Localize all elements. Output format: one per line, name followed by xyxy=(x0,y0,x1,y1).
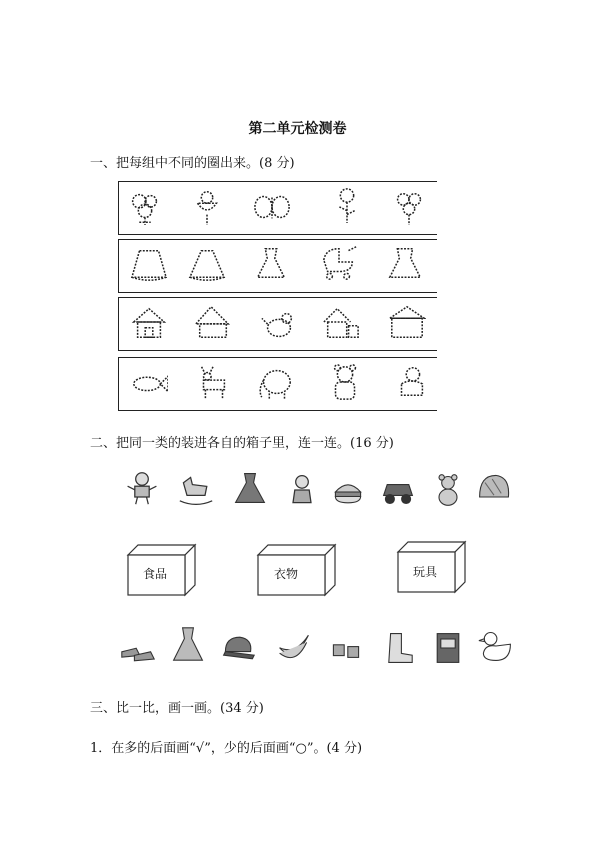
deer-icon[interactable] xyxy=(194,362,232,402)
flower-icon[interactable] xyxy=(328,185,366,225)
skirt-icon[interactable] xyxy=(188,244,226,284)
rocking-horse-icon[interactable] xyxy=(178,472,214,508)
house-icon[interactable] xyxy=(388,302,426,342)
house-icon[interactable] xyxy=(322,302,360,342)
fish-icon[interactable] xyxy=(130,362,168,402)
boot-icon[interactable] xyxy=(378,630,414,666)
page-title: 第二单元检测卷 xyxy=(248,121,347,137)
cap-icon[interactable] xyxy=(220,630,256,666)
teddy-bear-icon[interactable] xyxy=(430,472,466,508)
dress-icon[interactable] xyxy=(170,626,206,662)
stroller-icon[interactable] xyxy=(320,242,358,282)
bird-icon[interactable] xyxy=(260,306,298,346)
question-2: 二、把同一类的装进各自的箱子里，连一连。(16 分) xyxy=(90,436,394,451)
question-1: 一、把每组中不同的圈出来。(8 分) xyxy=(90,156,295,171)
dress-icon[interactable] xyxy=(386,244,424,284)
bread-icon[interactable] xyxy=(476,470,512,506)
butterfly-icon[interactable] xyxy=(253,187,291,227)
duck-toy-icon[interactable] xyxy=(478,628,514,664)
burger-icon[interactable] xyxy=(330,474,366,510)
box-label-toys: 玩具 xyxy=(412,565,437,579)
candy-icon[interactable] xyxy=(328,634,364,670)
dog-icon[interactable] xyxy=(392,362,430,402)
question-3: 三、比一比，画一画。(34 分) xyxy=(90,701,264,716)
toy-car-icon[interactable] xyxy=(380,472,416,508)
elephant-icon[interactable] xyxy=(256,362,294,402)
box-label-clothing: 衣物 xyxy=(273,567,298,581)
flower-icon[interactable] xyxy=(188,187,226,227)
house-icon[interactable] xyxy=(130,302,168,342)
house-icon[interactable] xyxy=(194,302,232,342)
snack-box-icon[interactable] xyxy=(430,630,466,666)
question-3-1: 1．在多的后面画“√”，少的后面画“○”。(4 分) xyxy=(90,741,363,756)
flower-icon[interactable] xyxy=(126,187,164,227)
dress-icon[interactable] xyxy=(252,244,290,284)
shoes-icon[interactable] xyxy=(120,632,156,668)
skirt-icon[interactable] xyxy=(130,244,168,284)
robot-icon[interactable] xyxy=(124,470,160,506)
dress-icon[interactable] xyxy=(232,470,268,506)
flower-icon[interactable] xyxy=(390,187,428,227)
banana-icon[interactable] xyxy=(276,628,312,664)
bear-icon[interactable] xyxy=(326,362,364,402)
box-label-food: 食品 xyxy=(142,567,167,581)
doll-icon[interactable] xyxy=(284,472,320,508)
